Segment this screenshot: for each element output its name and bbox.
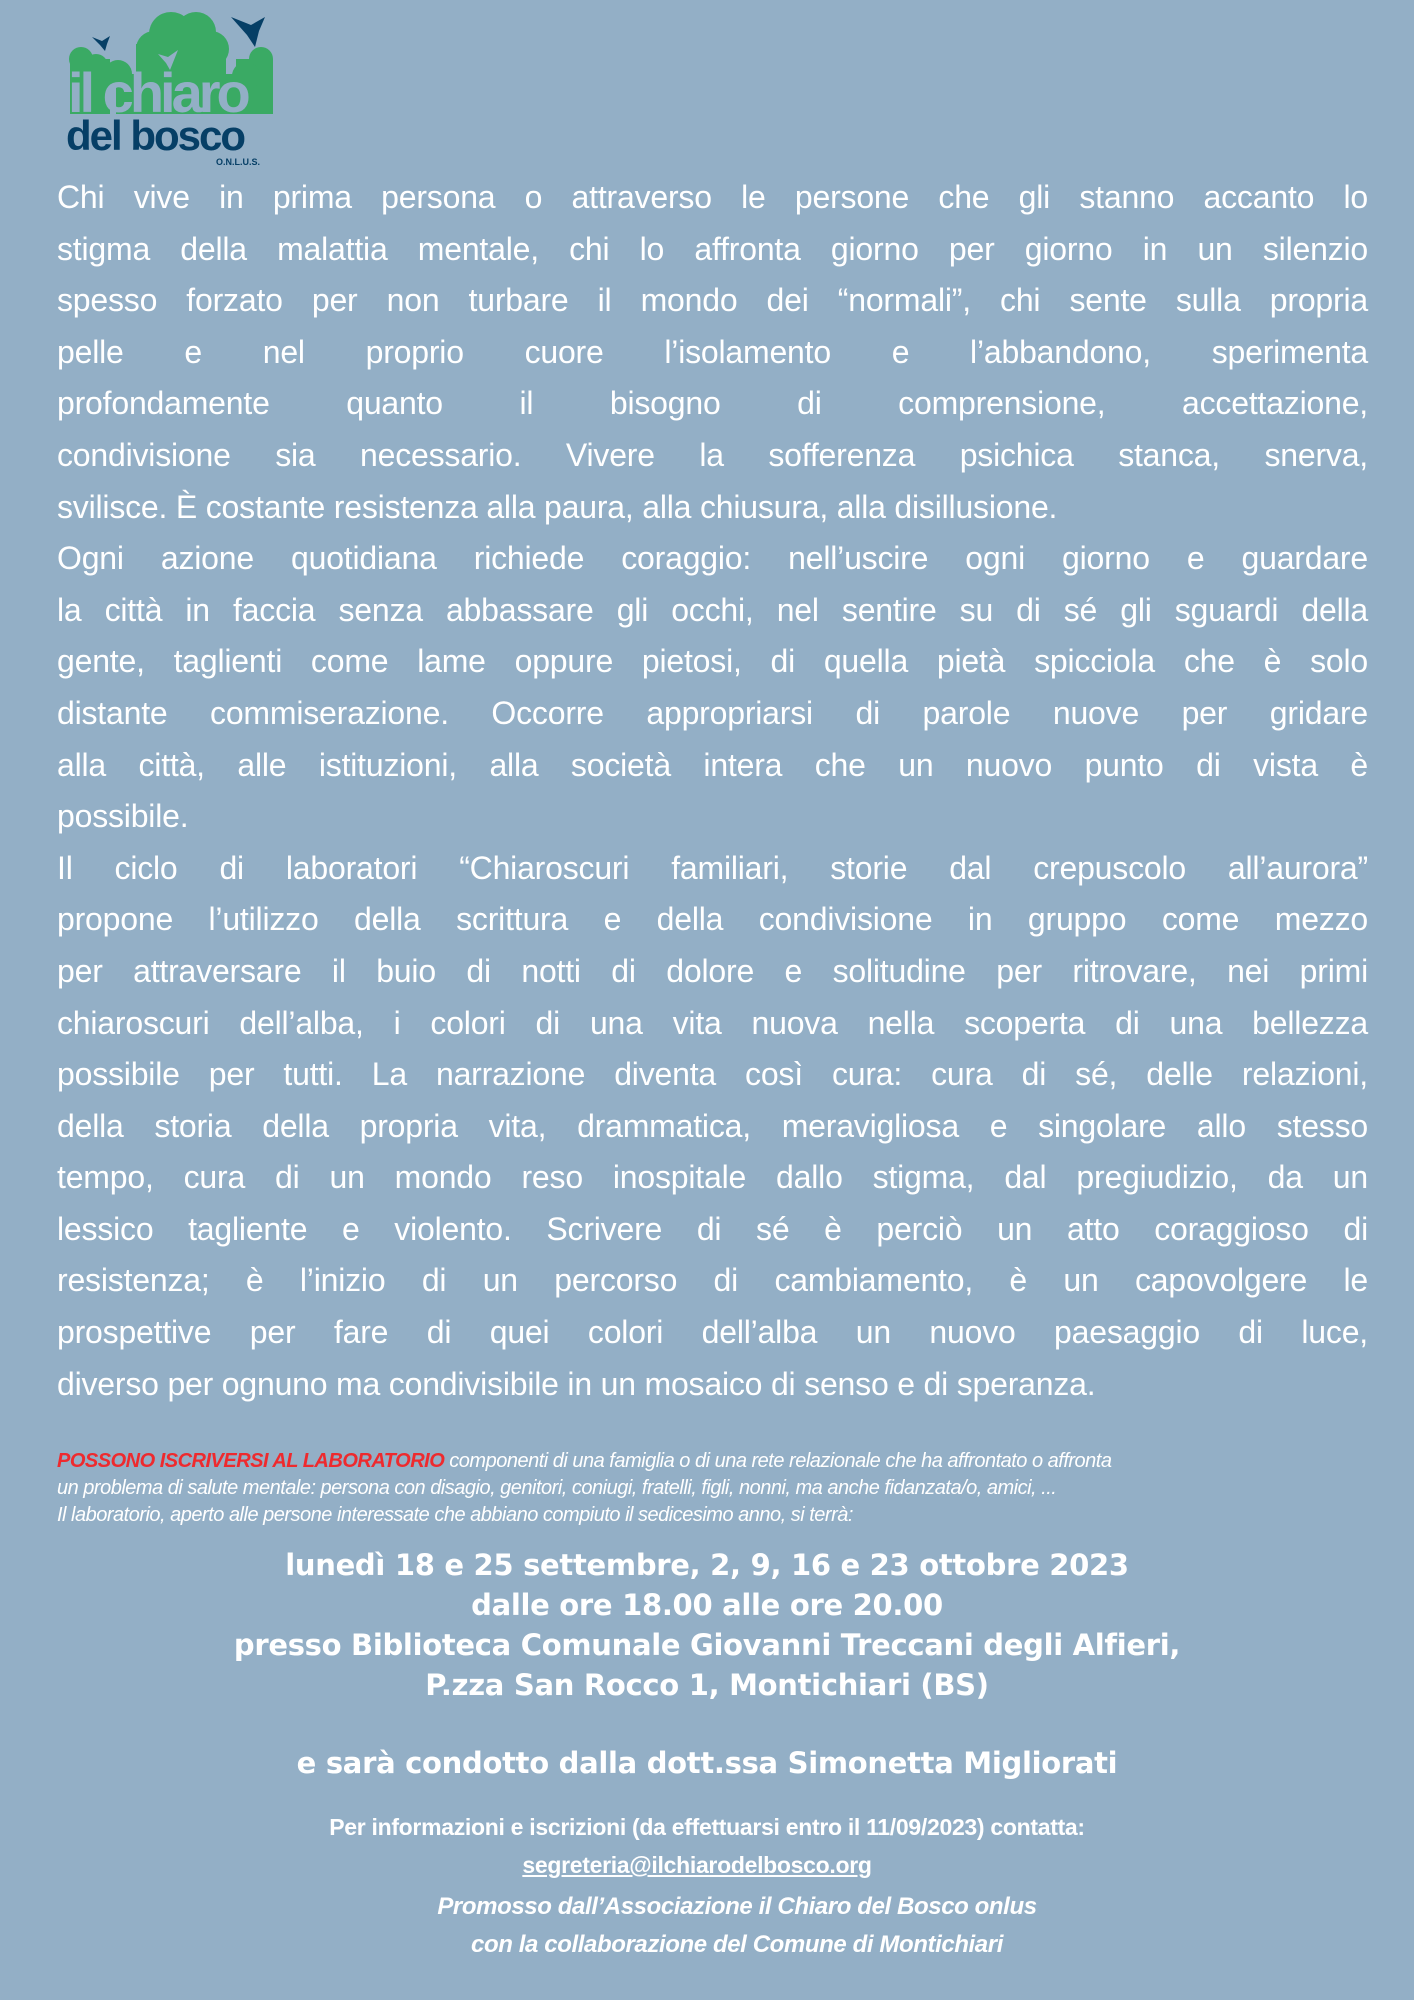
paragraph-line: spesso forzato per non turbare il mondo dei “normali”, chi sente sulla propria — [57, 282, 1368, 319]
enrollment-text: Il laboratorio, aperto alle persone interessate che abbiano compiuto il sedicesimo anno, si terrà: — [57, 1504, 853, 1526]
paragraph-line: chiaroscuri dell’alba, i colori di una vita nuova nella scoperta di una bellezza — [57, 1004, 1368, 1041]
bird-icon — [231, 17, 265, 47]
svg-text:del bosco: del bosco — [66, 112, 245, 159]
paragraph-line: tempo, cura di un mondo reso inospitale dallo stigma, dal pregiudizio, da un — [57, 1159, 1368, 1196]
email-link[interactable]: segreteria@ilchiarodelbosco.org — [522, 1852, 872, 1878]
promo-line-1: Promosso dall’Associazione il Chiaro del Bosco onlus — [437, 1893, 1037, 1920]
contact-info: Per informazioni e iscrizioni (da effettuarsi entro il 11/09/2023) contatta: — [329, 1814, 1085, 1840]
svg-text:O.N.L.U.S.: O.N.L.U.S. — [216, 157, 261, 167]
enrollment-highlight: POSSONO ISCRIVERSI AL LABORATORIO — [57, 1450, 445, 1472]
paragraph-line: alla città, alle istituzioni, alla società intera che un nuovo punto di vista è — [57, 746, 1368, 783]
promo-line-2: con la collaborazione del Comune di Montichiari — [471, 1931, 1003, 1958]
logo — [66, 4, 286, 168]
paragraph-line: possibile per tutti. La narrazione diventa così cura: cura di sé, delle relazioni, — [57, 1056, 1368, 1093]
paragraph-line: Ogni azione quotidiana richiede coraggio: nell’uscire ogni giorno e guardare — [57, 540, 1368, 577]
schedule-venue: presso Biblioteca Comunale Giovanni Treccani degli Alfieri, — [233, 1628, 1181, 1662]
schedule-dates: lunedì 18 e 25 settembre, 2, 9, 16 e 23 ottobre 2023 — [285, 1548, 1129, 1582]
bird-icon — [92, 36, 110, 51]
enrollment-info — [57, 1448, 1397, 1529]
svg-text:il chiaro: il chiaro — [68, 61, 247, 124]
paragraph-line: per attraversare il buio di notti di dolore e solitudine per ritrovare, nei primi — [57, 952, 1368, 989]
paragraph-line: diverso per ognuno ma condivisibile in un mosaico di senso e di speranza. — [57, 1365, 1096, 1402]
schedule-address: P.zza San Rocco 1, Montichiari (BS) — [425, 1668, 989, 1702]
paragraph-line: pelle e nel proprio cuore l’isolamento e l’abbandono, sperimenta — [57, 333, 1368, 370]
paragraph-line: distante commiserazione. Occorre appropriarsi di parole nuove per gridare — [57, 694, 1368, 731]
body-text — [57, 172, 1368, 1410]
schedule-hours: dalle ore 18.00 alle ore 20.00 — [471, 1588, 943, 1622]
paragraph-line: Chi vive in prima persona o attraverso le persone che gli stanno accanto lo — [57, 179, 1368, 215]
event-details — [0, 1448, 1414, 1964]
enrollment-text: un problema di salute mentale: persona con disagio, genitori, coniugi, fratelli, figli, nonni, ma anche fidanzata/o, amici, ... — [57, 1477, 1057, 1499]
paragraph-line: gente, taglienti come lame oppure pietosi, di quella pietà spicciola che è solo — [57, 643, 1368, 680]
paragraph-line: possibile. — [57, 798, 189, 835]
paragraph-line: resistenza; è l’inizio di un percorso di cambiamento, è un capovolgere le — [57, 1262, 1368, 1299]
paragraph-line: della storia della propria vita, drammatica, meravigliosa e singolare allo stesso — [57, 1107, 1368, 1144]
paragraph-line: la città in faccia senza abbassare gli occhi, nel sentire su di sé gli sguardi della — [57, 591, 1368, 628]
paragraph-line: stigma della malattia mentale, chi lo affronta giorno per giorno in un silenzio — [57, 230, 1368, 267]
paragraph-line: propone l’utilizzo della scrittura e della condivisione in gruppo come mezzo — [57, 901, 1368, 938]
paragraph-line: Il ciclo di laboratori “Chiaroscuri familiari, storie dal crepuscolo all’aurora” — [57, 849, 1368, 886]
paragraph-line: profondamente quanto il bisogno di comprensione, accettazione, — [57, 385, 1368, 422]
paragraph-line: lessico tagliente e violento. Scrivere di sé è perciò un atto coraggioso di — [57, 1210, 1368, 1247]
paragraph-line: condivisione sia necessario. Vivere la sofferenza psichica stanca, snerva, — [57, 436, 1368, 473]
paragraph-line: prospettive per fare di quei colori dell’alba un nuovo paesaggio di luce, — [57, 1314, 1368, 1351]
schedule-conductor: e sarà condotto dalla dott.ssa Simonetta Migliorati — [296, 1746, 1118, 1780]
paragraph-line: svilisce. È costante resistenza alla paura, alla chiusura, alla disillusione. — [57, 488, 1058, 525]
enrollment-text: componenti di una famiglia o di una rete relazionale che ha affrontato o affronta — [444, 1450, 1112, 1472]
